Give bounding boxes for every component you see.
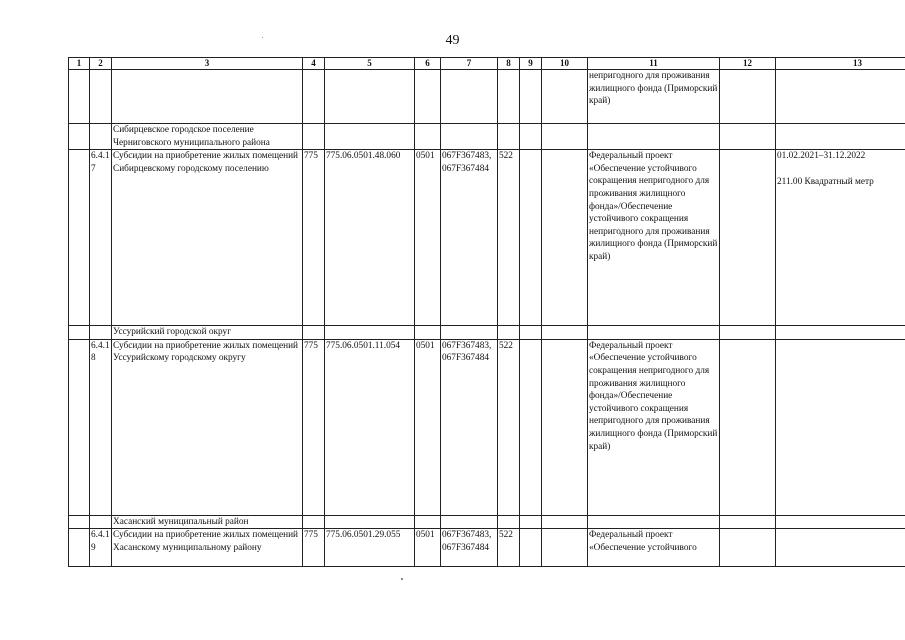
cell-col4: 775 bbox=[303, 150, 325, 326]
cell-col5: 775.06.0501.11.054 bbox=[325, 339, 415, 515]
col-header-10: 10 bbox=[542, 58, 588, 70]
table-row bbox=[69, 529, 905, 567]
page-number: 49 bbox=[445, 33, 460, 48]
col-header-7: 7 bbox=[441, 58, 498, 70]
continuation-row bbox=[69, 70, 905, 124]
cell-project-text: непригодного для проживания жилищного фонда (Приморский край) bbox=[588, 70, 720, 124]
section-title: Сибирцевское городское поселение Черниговского муниципального района bbox=[112, 124, 303, 150]
section-title: Хасанский муниципальный район bbox=[112, 515, 303, 529]
section-row bbox=[69, 124, 905, 150]
scan-speck bbox=[401, 578, 403, 580]
period-dates: 01.02.2021–31.12.2022 bbox=[777, 151, 866, 162]
col-header-1: 1 bbox=[69, 58, 90, 70]
col-header-12: 12 bbox=[720, 58, 776, 70]
cell-item-name: Субсидии на приобретение жилых помещений Хасанскому муниципальному району bbox=[112, 529, 303, 567]
cell-item-name: Субсидии на приобретение жилых помещений Сибирцевскому городскому поселению bbox=[112, 150, 303, 326]
header-row bbox=[69, 58, 905, 70]
cell-item-name: Субсидии на приобретение жилых помещений Уссурийскому городскому округу bbox=[112, 339, 303, 515]
col-header-9: 9 bbox=[520, 58, 542, 70]
cell-item-number: 6.4.19 bbox=[90, 529, 112, 567]
table-row bbox=[69, 339, 905, 515]
cell-col4: 775 bbox=[303, 339, 325, 515]
col-header-11: 11 bbox=[588, 58, 720, 70]
section-row bbox=[69, 515, 905, 529]
cell-item-number: 6.4.18 bbox=[90, 339, 112, 515]
cell-col7: 067F367483, 067F367484 bbox=[441, 150, 498, 326]
section-title: Уссурийский городской округ bbox=[112, 326, 303, 340]
col-header-6: 6 bbox=[415, 58, 441, 70]
target-value: 211.00 Квадратный метр bbox=[777, 176, 874, 187]
cell-project-text: Федеральный проект «Обеспечение устойчивого сокращения непригодного для проживания жилищного фонда»/Обеспечение устойчивого сокращения непригодного для проживания жилищного фонда (Приморский край) bbox=[588, 339, 720, 515]
cell-item-number: 6.4.17 bbox=[90, 150, 112, 326]
table-row bbox=[69, 150, 905, 326]
scan-speck bbox=[262, 37, 263, 38]
cell-col8: 522 bbox=[498, 529, 520, 567]
cell-col8: 522 bbox=[498, 339, 520, 515]
cell-col6: 0501 bbox=[415, 339, 441, 515]
cell-project-text: Федеральный проект «Обеспечение устойчивого bbox=[588, 529, 720, 567]
col-header-3: 3 bbox=[112, 58, 303, 70]
cell-col7: 067F367483, 067F367484 bbox=[441, 529, 498, 567]
cell-col6: 0501 bbox=[415, 150, 441, 326]
cell-col5: 775.06.0501.48.060 bbox=[325, 150, 415, 326]
cell-col6: 0501 bbox=[415, 529, 441, 567]
cell-col8: 522 bbox=[498, 150, 520, 326]
col-header-5: 5 bbox=[325, 58, 415, 70]
col-header-13: 13 bbox=[776, 58, 905, 70]
col-header-4: 4 bbox=[303, 58, 325, 70]
cell-period bbox=[776, 150, 905, 326]
cell-col4: 775 bbox=[303, 529, 325, 567]
cell-col7: 067F367483, 067F367484 bbox=[441, 339, 498, 515]
col-header-8: 8 bbox=[498, 58, 520, 70]
col-header-2: 2 bbox=[90, 58, 112, 70]
budget-table bbox=[68, 57, 905, 567]
cell-project-text: Федеральный проект «Обеспечение устойчивого сокращения непригодного для проживания жилищного фонда»/Обеспечение устойчивого сокращения непригодного для проживания жилищного фонда (Приморский край) bbox=[588, 150, 720, 326]
cell-col5: 775.06.0501.29.055 bbox=[325, 529, 415, 567]
section-row bbox=[69, 326, 905, 340]
